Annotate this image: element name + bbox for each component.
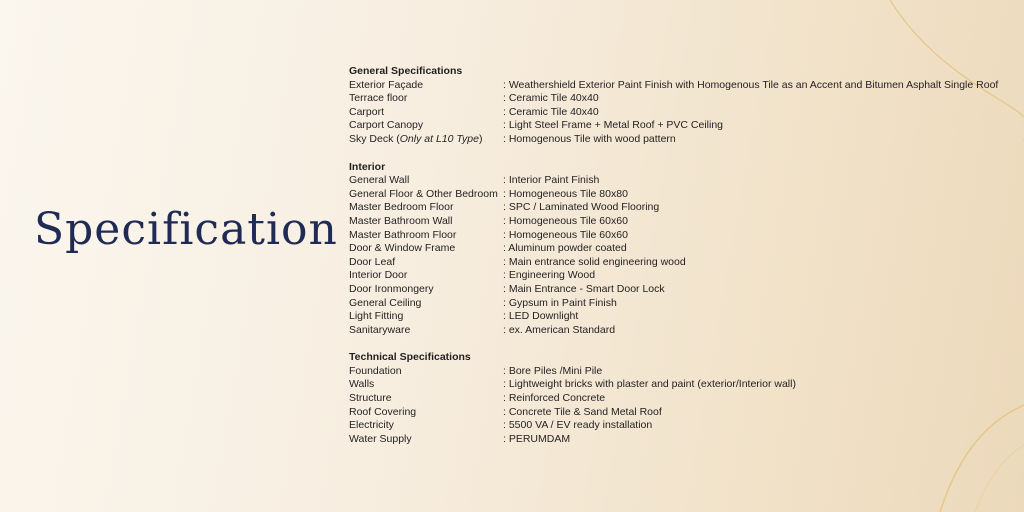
spec-value: : Main Entrance - Smart Door Lock [503,282,665,295]
spec-label: Walls [349,378,375,391]
section-heading: General Specifications [349,65,463,77]
spec-value: : ex. American Standard [503,323,616,336]
spec-value: : Homogeneous Tile 80x80 [503,187,628,200]
spec-row [349,365,1009,379]
spec-label: General Ceiling [349,296,422,309]
spec-row [349,283,1009,297]
specification-list [349,65,1009,446]
spec-value: : Ceramic Tile 40x40 [503,92,599,105]
spec-label: Carport [349,105,385,118]
spec-row [349,174,1009,188]
spec-row [349,188,1009,202]
spec-row [349,92,1009,106]
spec-label: Light Fitting [349,310,404,323]
spec-label-note: Only at L10 Type [399,132,479,145]
spec-value: : Interior Paint Finish [503,174,600,187]
spec-value: : Reinforced Concrete [503,392,606,405]
spec-label-part: Sky Deck ( [349,132,400,145]
spec-label: Master Bedroom Floor [349,201,454,214]
spec-label: Terrace floor [349,92,408,105]
section-heading: Technical Specifications [349,351,471,364]
spec-row [349,229,1009,243]
spec-row [349,106,1009,120]
spec-label: Master Bathroom Wall [349,214,453,227]
spec-value: : Light Steel Frame + Metal Roof + PVC Ceiling [503,119,724,132]
page-title: Specification [34,204,338,255]
spec-value: : Aluminum powder coated [503,242,627,255]
spec-row [349,433,1009,447]
spec-label: Sanitaryware [349,323,411,336]
spec-label: Door Ironmongery [349,282,434,295]
spec-row [349,392,1009,406]
spec-row [349,133,1009,147]
spec-label: Exterior Façade [349,78,424,91]
spec-value: : Bore Piles /Mini Pile [503,364,603,377]
spec-value: : Lightweight bricks with plaster and paint (exterior/Interior wall) [503,378,796,391]
spec-row [349,310,1009,324]
spec-label: Structure [349,392,392,405]
spec-row [349,119,1009,133]
spec-row [349,201,1009,215]
spec-row [349,256,1009,270]
spec-row [349,79,1009,93]
spec-label [349,133,503,147]
section-heading: Interior [349,160,386,173]
spec-value: : 5500 VA / EV ready installation [503,419,653,432]
spec-label: General Floor & Other Bedroom [349,187,498,200]
spec-row [349,242,1009,256]
spec-value: : Homogenous Tile with wood pattern [503,132,676,145]
section-interior [349,161,1009,338]
spec-value: : LED Downlight [503,310,579,323]
spec-value: : SPC / Laminated Wood Flooring [503,201,660,214]
spec-label: Interior Door [349,269,408,282]
spec-row [349,378,1009,392]
section-technical [349,351,1009,446]
spec-row [349,419,1009,433]
spec-row [349,406,1009,420]
spec-value: : Concrete Tile & Sand Metal Roof [503,405,662,418]
spec-value: : Homogeneous Tile 60x60 [503,228,628,241]
spec-value: : Gypsum in Paint Finish [503,296,617,309]
spec-label: Carport Canopy [349,119,424,132]
spec-label: Foundation [349,364,402,377]
spec-label: Master Bathroom Floor [349,228,457,241]
spec-label: Water Supply [349,432,412,445]
spec-label: Electricity [349,419,394,432]
spec-value: : Weathershield Exterior Paint Finish with Homogenous Tile as an Accent and Bitumen Asphalt Single Roof [503,78,999,91]
spec-label-part: ) [478,132,483,145]
spec-label: Door & Window Frame [349,242,456,255]
section-general [349,65,1009,147]
spec-label: Roof Covering [349,405,417,418]
spec-value: : Main entrance solid engineering wood [503,255,686,268]
spec-value: : Homogeneous Tile 60x60 [503,214,628,227]
spec-row [349,269,1009,283]
spec-label: General Wall [349,174,410,187]
spec-row [349,297,1009,311]
spec-value: : Engineering Wood [503,269,596,282]
spec-row [349,324,1009,338]
spec-value: : Ceramic Tile 40x40 [503,105,599,118]
spec-value: : PERUMDAM [503,432,571,445]
spec-label: Door Leaf [349,255,396,268]
spec-row [349,215,1009,229]
